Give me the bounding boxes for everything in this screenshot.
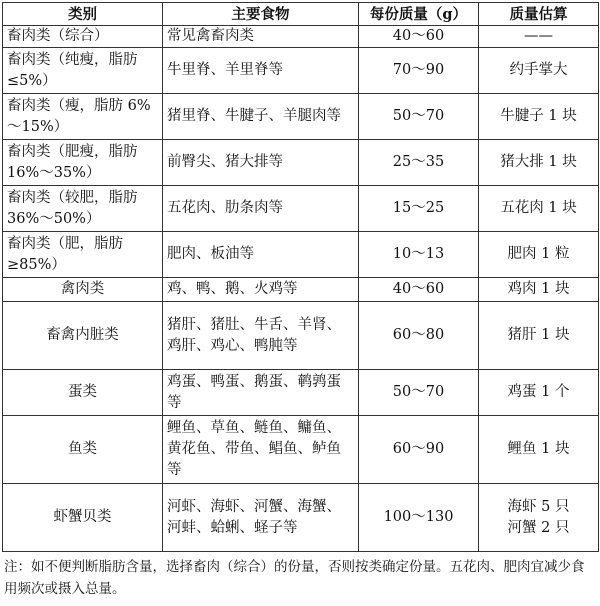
cell-weight: 100～130: [359, 484, 479, 552]
header-category: 类别: [3, 3, 163, 26]
table-row: [3, 484, 599, 552]
cell-weight: 25～35: [359, 140, 479, 186]
cell-weight: 15～25: [359, 186, 479, 232]
cell-foods: 五花肉、肋条肉等: [163, 186, 359, 232]
cell-estimate: 牛腱子 1 块: [479, 94, 599, 140]
cell-foods: 常见禽畜肉类: [163, 26, 359, 48]
cell-category: 畜肉类（肥，脂肪≥85%）: [3, 232, 163, 278]
food-portion-table: [2, 2, 599, 552]
cell-weight: 10～13: [359, 232, 479, 278]
cell-estimate: ——: [479, 26, 599, 48]
estimate-line-2: 河蟹 2 只: [507, 519, 570, 536]
header-estimate: 质量估算: [479, 3, 599, 26]
cell-estimate: [479, 484, 599, 552]
cell-weight: 40～60: [359, 26, 479, 48]
cell-weight: 40～60: [359, 278, 479, 302]
table-row: [3, 140, 599, 186]
table-row: [3, 302, 599, 370]
cell-weight: 70～90: [359, 48, 479, 94]
cell-category: 畜肉类（肥瘦，脂肪 16%～35%）: [3, 140, 163, 186]
cell-weight: 60～90: [359, 416, 479, 484]
cell-estimate: 鸡肉 1 块: [479, 278, 599, 302]
cell-foods: 前臀尖、猪大排等: [163, 140, 359, 186]
cell-category: 虾蟹贝类: [3, 484, 163, 552]
cell-estimate: 鲤鱼 1 块: [479, 416, 599, 484]
cell-estimate: 猪肝 1 块: [479, 302, 599, 370]
cell-estimate: 猪大排 1 块: [479, 140, 599, 186]
cell-category: 蛋类: [3, 370, 163, 416]
cell-estimate: 肥肉 1 粒: [479, 232, 599, 278]
cell-foods: 鸡、鸭、鹅、火鸡等: [163, 278, 359, 302]
table-row: [3, 186, 599, 232]
cell-foods: 牛里脊、羊里脊等: [163, 48, 359, 94]
cell-category: 畜肉类（较肥，脂肪 36%～50%）: [3, 186, 163, 232]
footnote: 注：如不便判断脂肪含量，选择畜肉（综合）的份量，否则按类确定份量。五花肉、肥肉宜减少食用频次或摄入总量。: [4, 559, 585, 597]
cell-category: 畜肉类（综合）: [3, 26, 163, 48]
cell-estimate: 鸡蛋 1 个: [479, 370, 599, 416]
cell-category: 鱼类: [3, 416, 163, 484]
cell-weight: 60～80: [359, 302, 479, 370]
table-row: [3, 48, 599, 94]
header-main-foods: 主要食物: [163, 3, 359, 26]
table-row: [3, 232, 599, 278]
table-row: [3, 26, 599, 48]
cell-weight: 50～70: [359, 370, 479, 416]
cell-foods: 肥肉、板油等: [163, 232, 359, 278]
cell-category: 禽肉类: [3, 278, 163, 302]
cell-estimate: 约手掌大: [479, 48, 599, 94]
cell-foods: 鸡蛋、鸭蛋、鹅蛋、鹌鹑蛋等: [163, 370, 359, 416]
cell-foods: 河虾、海虾、河蟹、海蟹、河蚌、蛤蜊、蛏子等: [163, 484, 359, 552]
header-weight: 每份质量（g）: [359, 3, 479, 26]
cell-category: 畜肉类（瘦，脂肪 6%～15%）: [3, 94, 163, 140]
cell-category: 畜肉类（纯瘦，脂肪≤5%）: [3, 48, 163, 94]
estimate-line-1: 海虾 5 只: [507, 498, 570, 515]
cell-weight: 50～70: [359, 94, 479, 140]
cell-foods: 猪里脊、牛腱子、羊腿肉等: [163, 94, 359, 140]
cell-estimate: 五花肉 1 块: [479, 186, 599, 232]
table-header-row: [3, 3, 599, 26]
cell-foods: 鲤鱼、草鱼、鲢鱼、鳙鱼、黄花鱼、带鱼、鲳鱼、鲈鱼等: [163, 416, 359, 484]
cell-category: 畜禽内脏类: [3, 302, 163, 370]
table-row: [3, 370, 599, 416]
cell-foods: 猪肝、猪肚、牛舌、羊肾、鸡肝、鸡心、鸭肫等: [163, 302, 359, 370]
table-row: [3, 416, 599, 484]
table-row: [3, 94, 599, 140]
table-row: [3, 278, 599, 302]
